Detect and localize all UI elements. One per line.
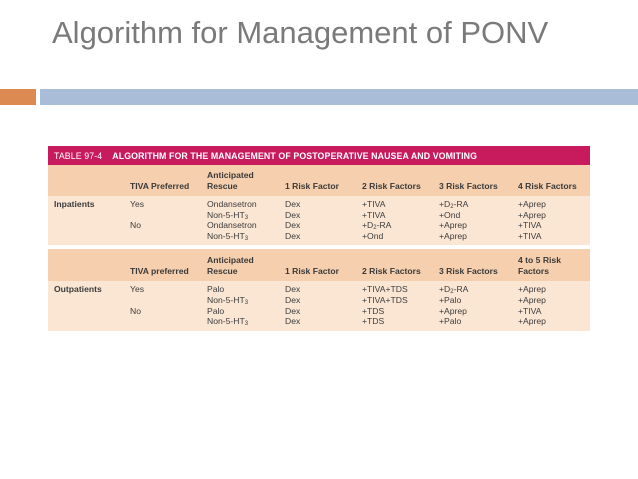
table-cell: Ondansetron (207, 220, 257, 231)
header-cell: 2 Risk Factors (362, 266, 421, 277)
header-cell: TIVA Preferred (130, 181, 190, 191)
table-row (48, 210, 590, 221)
table-cell: +TDS (362, 305, 385, 316)
table-cell: +Aprep (439, 305, 467, 316)
title-accent-blue (40, 89, 638, 105)
header-cell: 4 to 5 Risk Factors (518, 255, 561, 277)
header-cell: 1 Risk Factor (285, 181, 339, 191)
table-cell: $+D_2-RA$ (362, 220, 392, 232)
table-cell: Dex (285, 294, 301, 305)
group-label (48, 306, 130, 317)
table-cell: +Aprep (439, 220, 467, 231)
inpatients-body (48, 196, 590, 249)
table-cell: +Aprep (518, 294, 546, 305)
table-row (48, 306, 590, 317)
header-cell: 2 Risk Factors (362, 181, 421, 191)
table-cell (130, 210, 207, 221)
table-cell: Dex (285, 209, 301, 220)
table-caption (48, 146, 590, 165)
table-cell: +TIVA (518, 305, 542, 316)
table-cell: +Aprep (518, 316, 546, 327)
table-number: TABLE 97-4 (54, 150, 103, 161)
table-row (48, 284, 590, 295)
header-cell: 1 Risk Factor (285, 266, 339, 277)
table-cell: No (130, 220, 141, 231)
table-cell: Ondansetron (207, 199, 257, 209)
table-cell: Dex (285, 305, 301, 316)
table-cell: Dex (285, 199, 301, 209)
table-cell (130, 316, 207, 327)
group-label (48, 210, 130, 221)
table-cell: +Palo (439, 316, 462, 327)
table-title: ALGORITHM FOR THE MANAGEMENT OF POSTOPERATIVE NAUSEA AND VOMITING (112, 150, 478, 161)
table-cell: +TIVA (518, 230, 542, 241)
table-cell: Palo (207, 284, 225, 295)
table-cell: Dex (285, 316, 301, 327)
table-cell: Non-$5-HT_3$ (207, 316, 249, 328)
table-cell: Non-$5-HT_3$ (207, 230, 249, 242)
table-cell: $+D_2-RA$ (439, 284, 469, 296)
outpatients-body (48, 281, 590, 330)
table-cell: Yes (130, 199, 145, 209)
table-cell: No (130, 305, 141, 316)
table-cell: $+D_2-RA$ (439, 199, 469, 210)
ponv-table (48, 146, 590, 331)
table-cell: +TIVA (518, 220, 542, 231)
table-cell: +Ond (362, 230, 384, 241)
table-cell (130, 231, 207, 242)
table-cell: +TIVA+TDS (362, 284, 408, 295)
table-cell: +TIVA+TDS (362, 294, 408, 305)
table-cell: +TDS (362, 316, 385, 327)
table-cell: Palo (207, 305, 225, 316)
group-label: Inpatients (54, 199, 95, 209)
table-row (48, 220, 590, 231)
table-cell: Yes (130, 284, 145, 295)
group-label (48, 220, 130, 231)
table-cell (130, 295, 207, 306)
header-cell: Anticipated Rescue (207, 170, 254, 191)
group-label (48, 231, 130, 242)
table-cell: Dex (285, 284, 301, 295)
table-cell: +Aprep (439, 230, 467, 241)
table-cell: Non-$5-HT_3$ (207, 209, 249, 221)
table-cell: Dex (285, 220, 301, 231)
header-cell: Anticipated Rescue (207, 255, 254, 277)
table-cell: Dex (285, 230, 301, 241)
inpatients-header-row (48, 165, 590, 196)
table-cell: +Palo (439, 294, 462, 305)
table-row (48, 295, 590, 306)
outpatients-header-row (48, 249, 590, 281)
title-accent-orange (0, 89, 36, 105)
group-label (48, 316, 130, 327)
table-row (48, 199, 590, 210)
table-cell: Non-$5-HT_3$ (207, 294, 249, 306)
header-cell: 4 Risk Factors (518, 181, 577, 191)
group-label (48, 295, 130, 306)
table-cell: +TIVA (362, 209, 386, 220)
table-cell: +Ond (439, 209, 461, 220)
table-cell: +Aprep (518, 209, 546, 220)
slide-title: Algorithm for Management of PONV (52, 15, 549, 50)
table-cell: +TIVA (362, 199, 386, 209)
table-cell: +Aprep (518, 284, 546, 295)
table-row (48, 316, 590, 327)
header-cell: 3 Risk Factors (439, 181, 498, 191)
header-cell: TIVA preferred (130, 266, 189, 277)
table-row (48, 231, 590, 242)
header-cell: 3 Risk Factors (439, 266, 498, 277)
table-cell: +Aprep (518, 199, 546, 209)
group-label: Outpatients (54, 284, 102, 295)
